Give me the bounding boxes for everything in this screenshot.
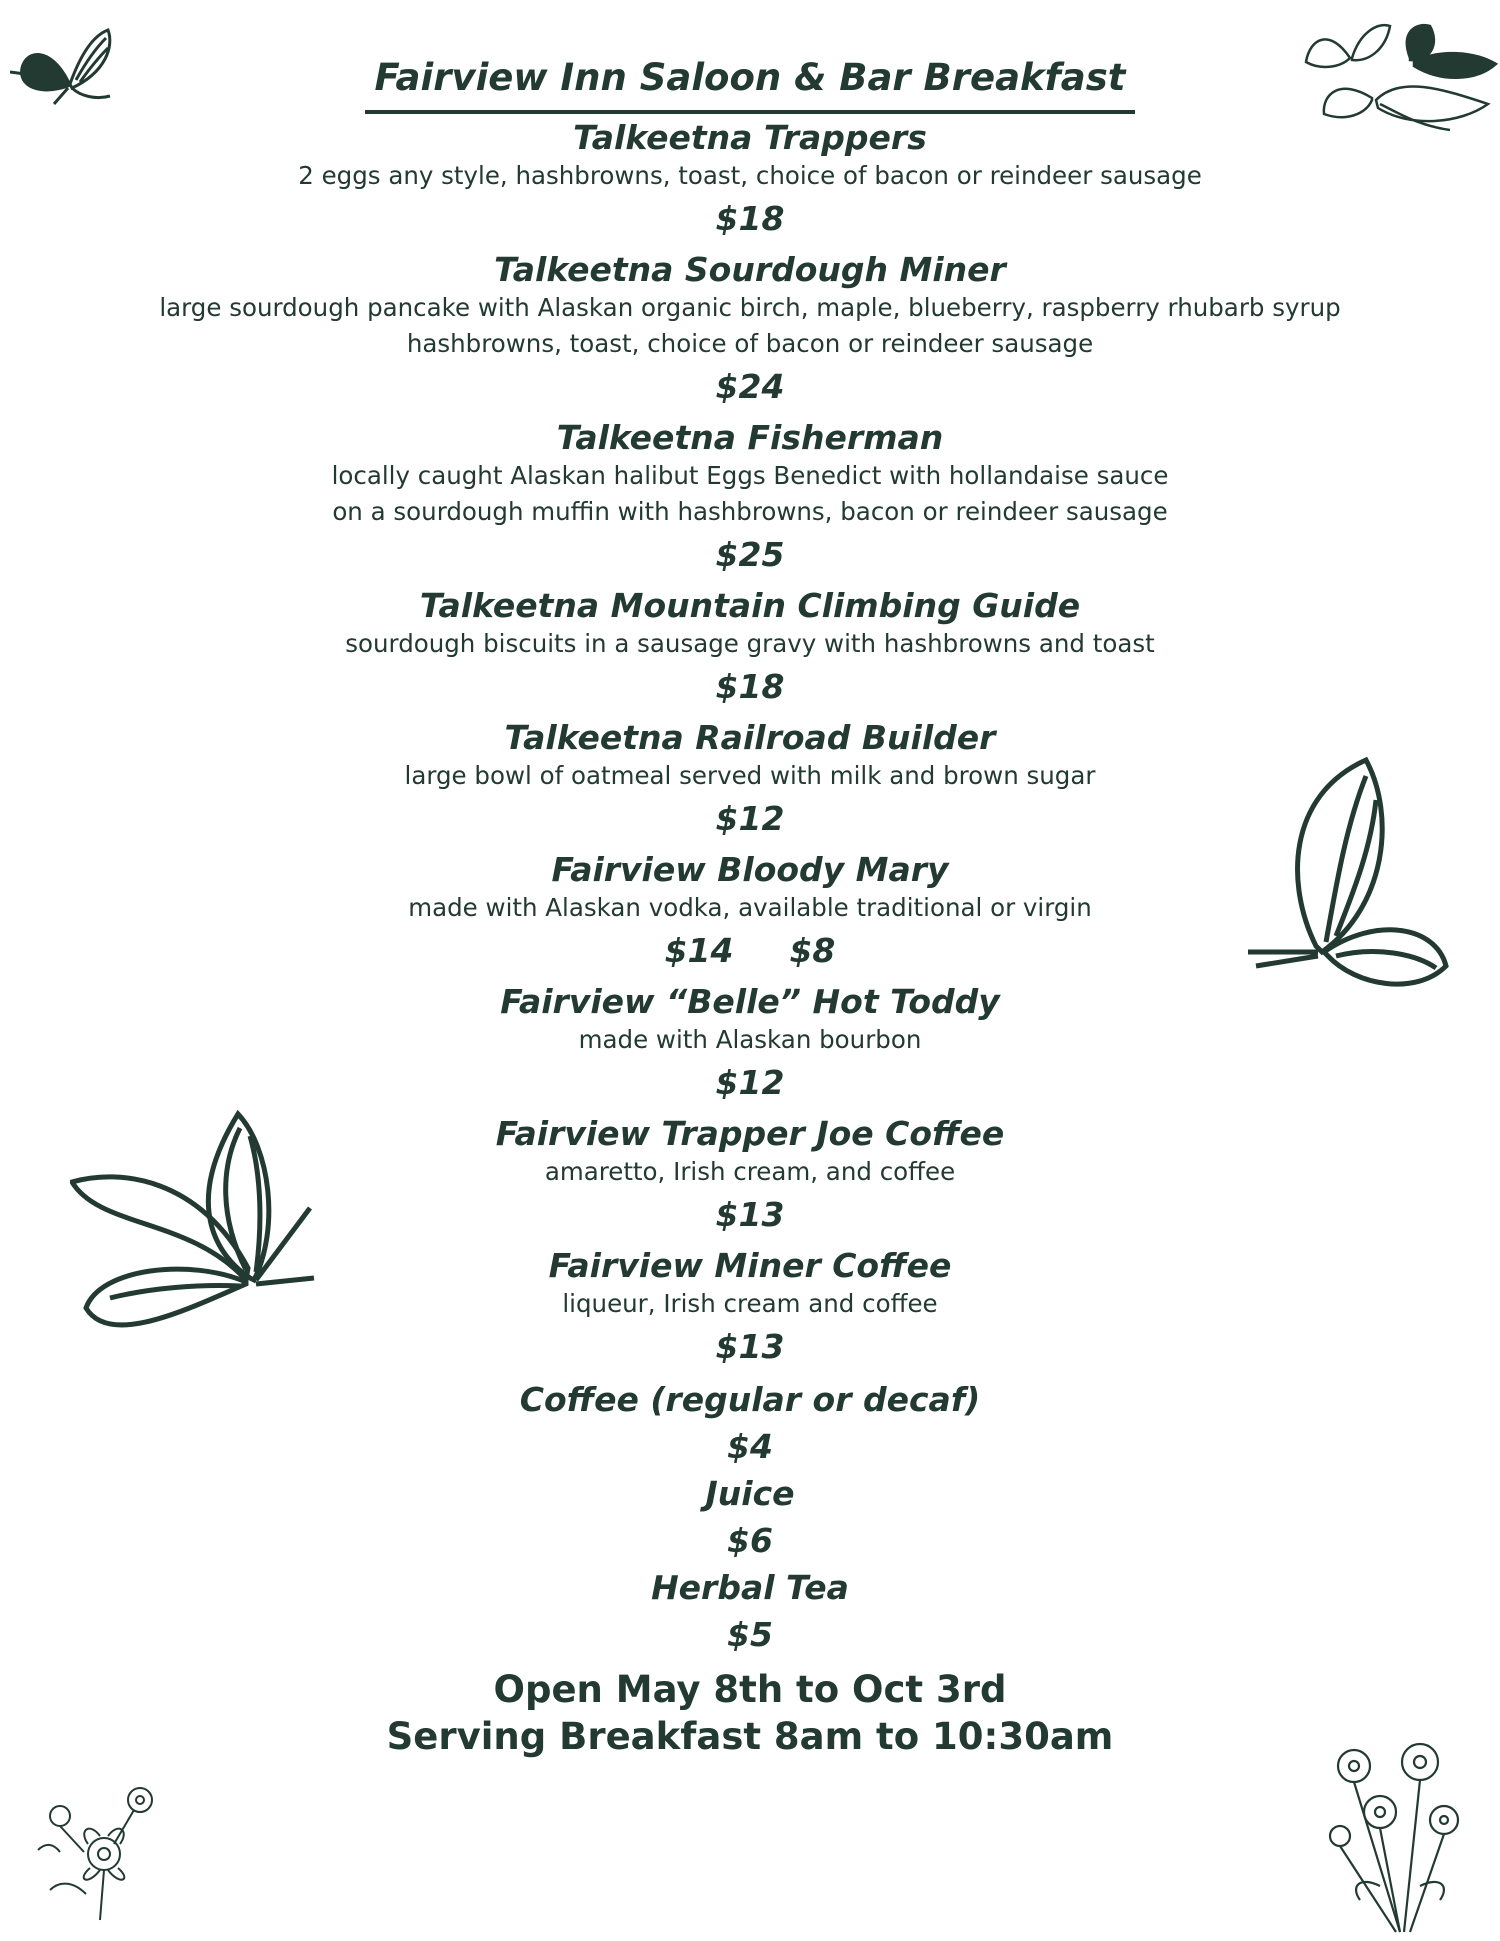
item-name: Fairview “Belle” Hot Toddy — [500, 982, 1000, 1021]
menu — [0, 54, 1500, 1760]
simple-item-price: $6 — [727, 1521, 773, 1560]
menu-item — [0, 1114, 1500, 1238]
price-traditional: $14 — [664, 931, 734, 970]
menu-item-bloody-mary — [0, 850, 1500, 974]
item-description: locally caught Alaskan halibut Eggs Benedict with hollandaise sauce on a sourdough muffin with hashbrowns, bacon or reindeer sausage — [331, 461, 1169, 526]
menu-title: Fairview Inn Saloon & Bar Breakfast — [365, 54, 1135, 114]
item-price: $12 — [715, 1063, 785, 1102]
item-price: $13 — [715, 1327, 785, 1366]
item-price: $13 — [715, 1195, 785, 1234]
menu-item — [0, 586, 1500, 710]
item-description: made with Alaskan vodka, available traditional or virgin — [408, 893, 1092, 922]
item-price-pair — [0, 928, 1500, 974]
item-name: Fairview Miner Coffee — [548, 1246, 952, 1285]
menu-item — [0, 1246, 1500, 1370]
item-name: Talkeetna Sourdough Miner — [494, 250, 1006, 289]
simple-item-price: $5 — [727, 1615, 773, 1654]
item-description: large bowl of oatmeal served with milk and brown sugar — [404, 761, 1096, 790]
item-description: 2 eggs any style, hashbrowns, toast, choice of bacon or reindeer sausage — [298, 161, 1202, 190]
item-name: Talkeetna Fisherman — [556, 418, 944, 457]
item-name: Talkeetna Mountain Climbing Guide — [419, 586, 1081, 625]
simple-item-name: Coffee (regular or decaf) — [519, 1380, 981, 1419]
menu-item — [0, 418, 1500, 578]
footer-dates: Open May 8th to Oct 3rd — [493, 1668, 1007, 1711]
item-name: Talkeetna Railroad Builder — [504, 718, 996, 757]
menu-item — [0, 982, 1500, 1106]
price-virgin: $8 — [789, 931, 836, 970]
item-price: $24 — [715, 367, 785, 406]
menu-item — [0, 118, 1500, 242]
menu-item — [0, 250, 1500, 410]
item-description: made with Alaskan bourbon — [578, 1025, 922, 1054]
item-description: amaretto, Irish cream, and coffee — [544, 1157, 956, 1186]
item-price: $18 — [715, 667, 785, 706]
item-price: $25 — [715, 535, 785, 574]
simple-item-price: $4 — [727, 1427, 773, 1466]
simple-item-name: Juice — [705, 1474, 795, 1513]
flowers-icon — [30, 1770, 170, 1922]
menu-item — [0, 718, 1500, 842]
item-price: $12 — [715, 799, 785, 838]
footer — [0, 1666, 1500, 1760]
item-description: sourdough biscuits in a sausage gravy with hashbrowns and toast — [345, 629, 1155, 658]
item-description: liqueur, Irish cream and coffee — [562, 1289, 938, 1318]
item-price: $18 — [715, 199, 785, 238]
item-name: Fairview Bloody Mary — [551, 850, 949, 889]
simple-items — [0, 1376, 1500, 1658]
item-description: large sourdough pancake with Alaskan organic birch, maple, blueberry, raspberry rhubarb syrup hashbrowns, toast, choice of bacon or reindeer sausage — [159, 293, 1341, 358]
footer-hours: Serving Breakfast 8am to 10:30am — [386, 1715, 1114, 1758]
item-name: Talkeetna Trappers — [573, 118, 927, 157]
flowers-icon — [1320, 1736, 1470, 1936]
item-name: Fairview Trapper Joe Coffee — [495, 1114, 1005, 1153]
simple-item-name: Herbal Tea — [651, 1568, 849, 1607]
